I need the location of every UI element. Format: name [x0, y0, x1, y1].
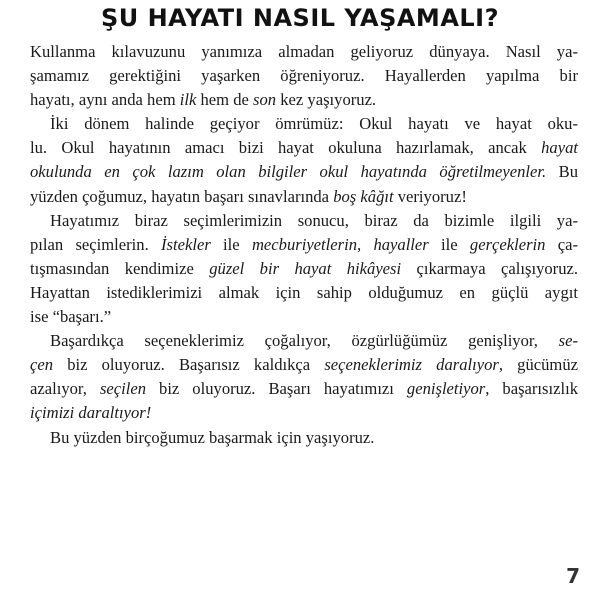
italic-run: gerçeklerin: [469, 234, 546, 254]
text-line: [30, 257, 578, 281]
text-line: [30, 401, 578, 425]
text-run: [361, 235, 373, 254]
text-run: hayatı, aynı anda hem: [30, 90, 180, 110]
text-run: tışmasından kendimize: [30, 258, 210, 278]
italic-run: seçilen: [99, 379, 147, 399]
text-run: ile: [428, 234, 470, 254]
text-run: pılan seçimlerin.: [30, 234, 162, 254]
text-run: şamamız gerektiğini yaşarken öğreniyoruz. Hayallerden yapılma bir: [30, 66, 578, 86]
italic-run: seçeneklerimiz daralıyor: [324, 355, 499, 375]
text-run: çıkarmaya çalışıyoruz.: [401, 258, 579, 278]
text-line: [30, 112, 578, 136]
text-run: biz oluyoruz. Başarı hayatımızı: [146, 379, 407, 399]
text-run: hem de: [196, 90, 254, 110]
text-run: ile: [210, 234, 252, 254]
text-run: Kullanma kılavuzunu yanımıza almadan geliyoruz dünyaya. Nasıl ya-: [30, 42, 578, 61]
text-line: [30, 136, 578, 160]
text-line: [30, 160, 578, 184]
text-run: , başarısızlık: [485, 379, 578, 399]
italic-run: okulunda en çok lazım olan bilgiler okul hayatında öğretilmeyenler.: [30, 162, 547, 182]
text-line: [30, 209, 578, 233]
text-line: [30, 64, 578, 88]
text-run: Bu: [546, 162, 579, 182]
text-run: ça-: [545, 234, 579, 254]
text-run: ise “başarı.”: [30, 307, 112, 327]
text-run: Başardıkça seçeneklerimiz çoğalıyor, özgürlüğümüz genişliyor,: [50, 331, 559, 351]
italic-run: güzel bir hayat hikâyesi: [209, 258, 402, 278]
italic-run: çen: [30, 355, 54, 375]
text-run: biz oluyoruz. Başarısız kaldıkça: [53, 355, 325, 375]
text-line: [30, 377, 578, 401]
text-line: [30, 185, 578, 209]
text-run: yüzden çoğumuz, hayatın başarı sınavlarında: [30, 186, 334, 206]
text-run: Bu yüzden birçoğumuz başarmak için yaşıyoruz.: [50, 427, 375, 447]
page-number: 7: [566, 564, 580, 588]
text-run: azalıyor,: [30, 379, 100, 399]
italic-run: İstekler: [161, 234, 211, 254]
text-line: [30, 353, 578, 377]
text-line: [30, 233, 578, 257]
italic-run: son: [253, 90, 277, 110]
text-run: , gücümüz: [498, 355, 579, 375]
italic-run: boş kâğıt: [333, 186, 394, 206]
text-run: Hayatımız biraz seçimlerimizin sonucu, biraz da bizimle ilgili ya-: [50, 210, 578, 230]
paragraph: [30, 329, 578, 425]
text-line: [30, 329, 578, 353]
paragraph: [30, 112, 578, 208]
text-line: [30, 305, 578, 329]
text-line: [30, 426, 578, 450]
text-run: İki dönem halinde geçiyor ömrümüz: Okul hayatı ve hayat oku-: [50, 114, 578, 134]
italic-run: içimizi daraltıyor!: [30, 403, 152, 423]
italic-run: ilk: [179, 90, 197, 110]
italic-run: genişletiyor: [406, 379, 486, 399]
italic-run: se-: [558, 331, 578, 351]
italic-run: mecburiyetlerin,: [251, 234, 362, 254]
text-run: Hayattan istediklerimizi almak için sahip olduğumuz en güçlü aygıt: [30, 282, 578, 302]
body-text: [30, 40, 578, 450]
italic-run: hayat: [541, 138, 578, 158]
text-line: [30, 281, 578, 305]
text-line: [30, 88, 578, 112]
text-run: veriyoruz!: [393, 186, 467, 206]
paragraph: [30, 40, 578, 112]
paragraph: [30, 209, 578, 329]
text-run: kez yaşıyoruz.: [276, 90, 377, 110]
text-line: [30, 40, 578, 64]
page-title: ŞU HAYATI NASIL YAŞAMALI?: [100, 4, 500, 32]
text-run: lu. Okul hayatının amacı bizi hayat okuluna hazırlamak, ancak: [30, 138, 542, 158]
italic-run: hayaller: [373, 234, 429, 254]
paragraph: [30, 426, 578, 450]
